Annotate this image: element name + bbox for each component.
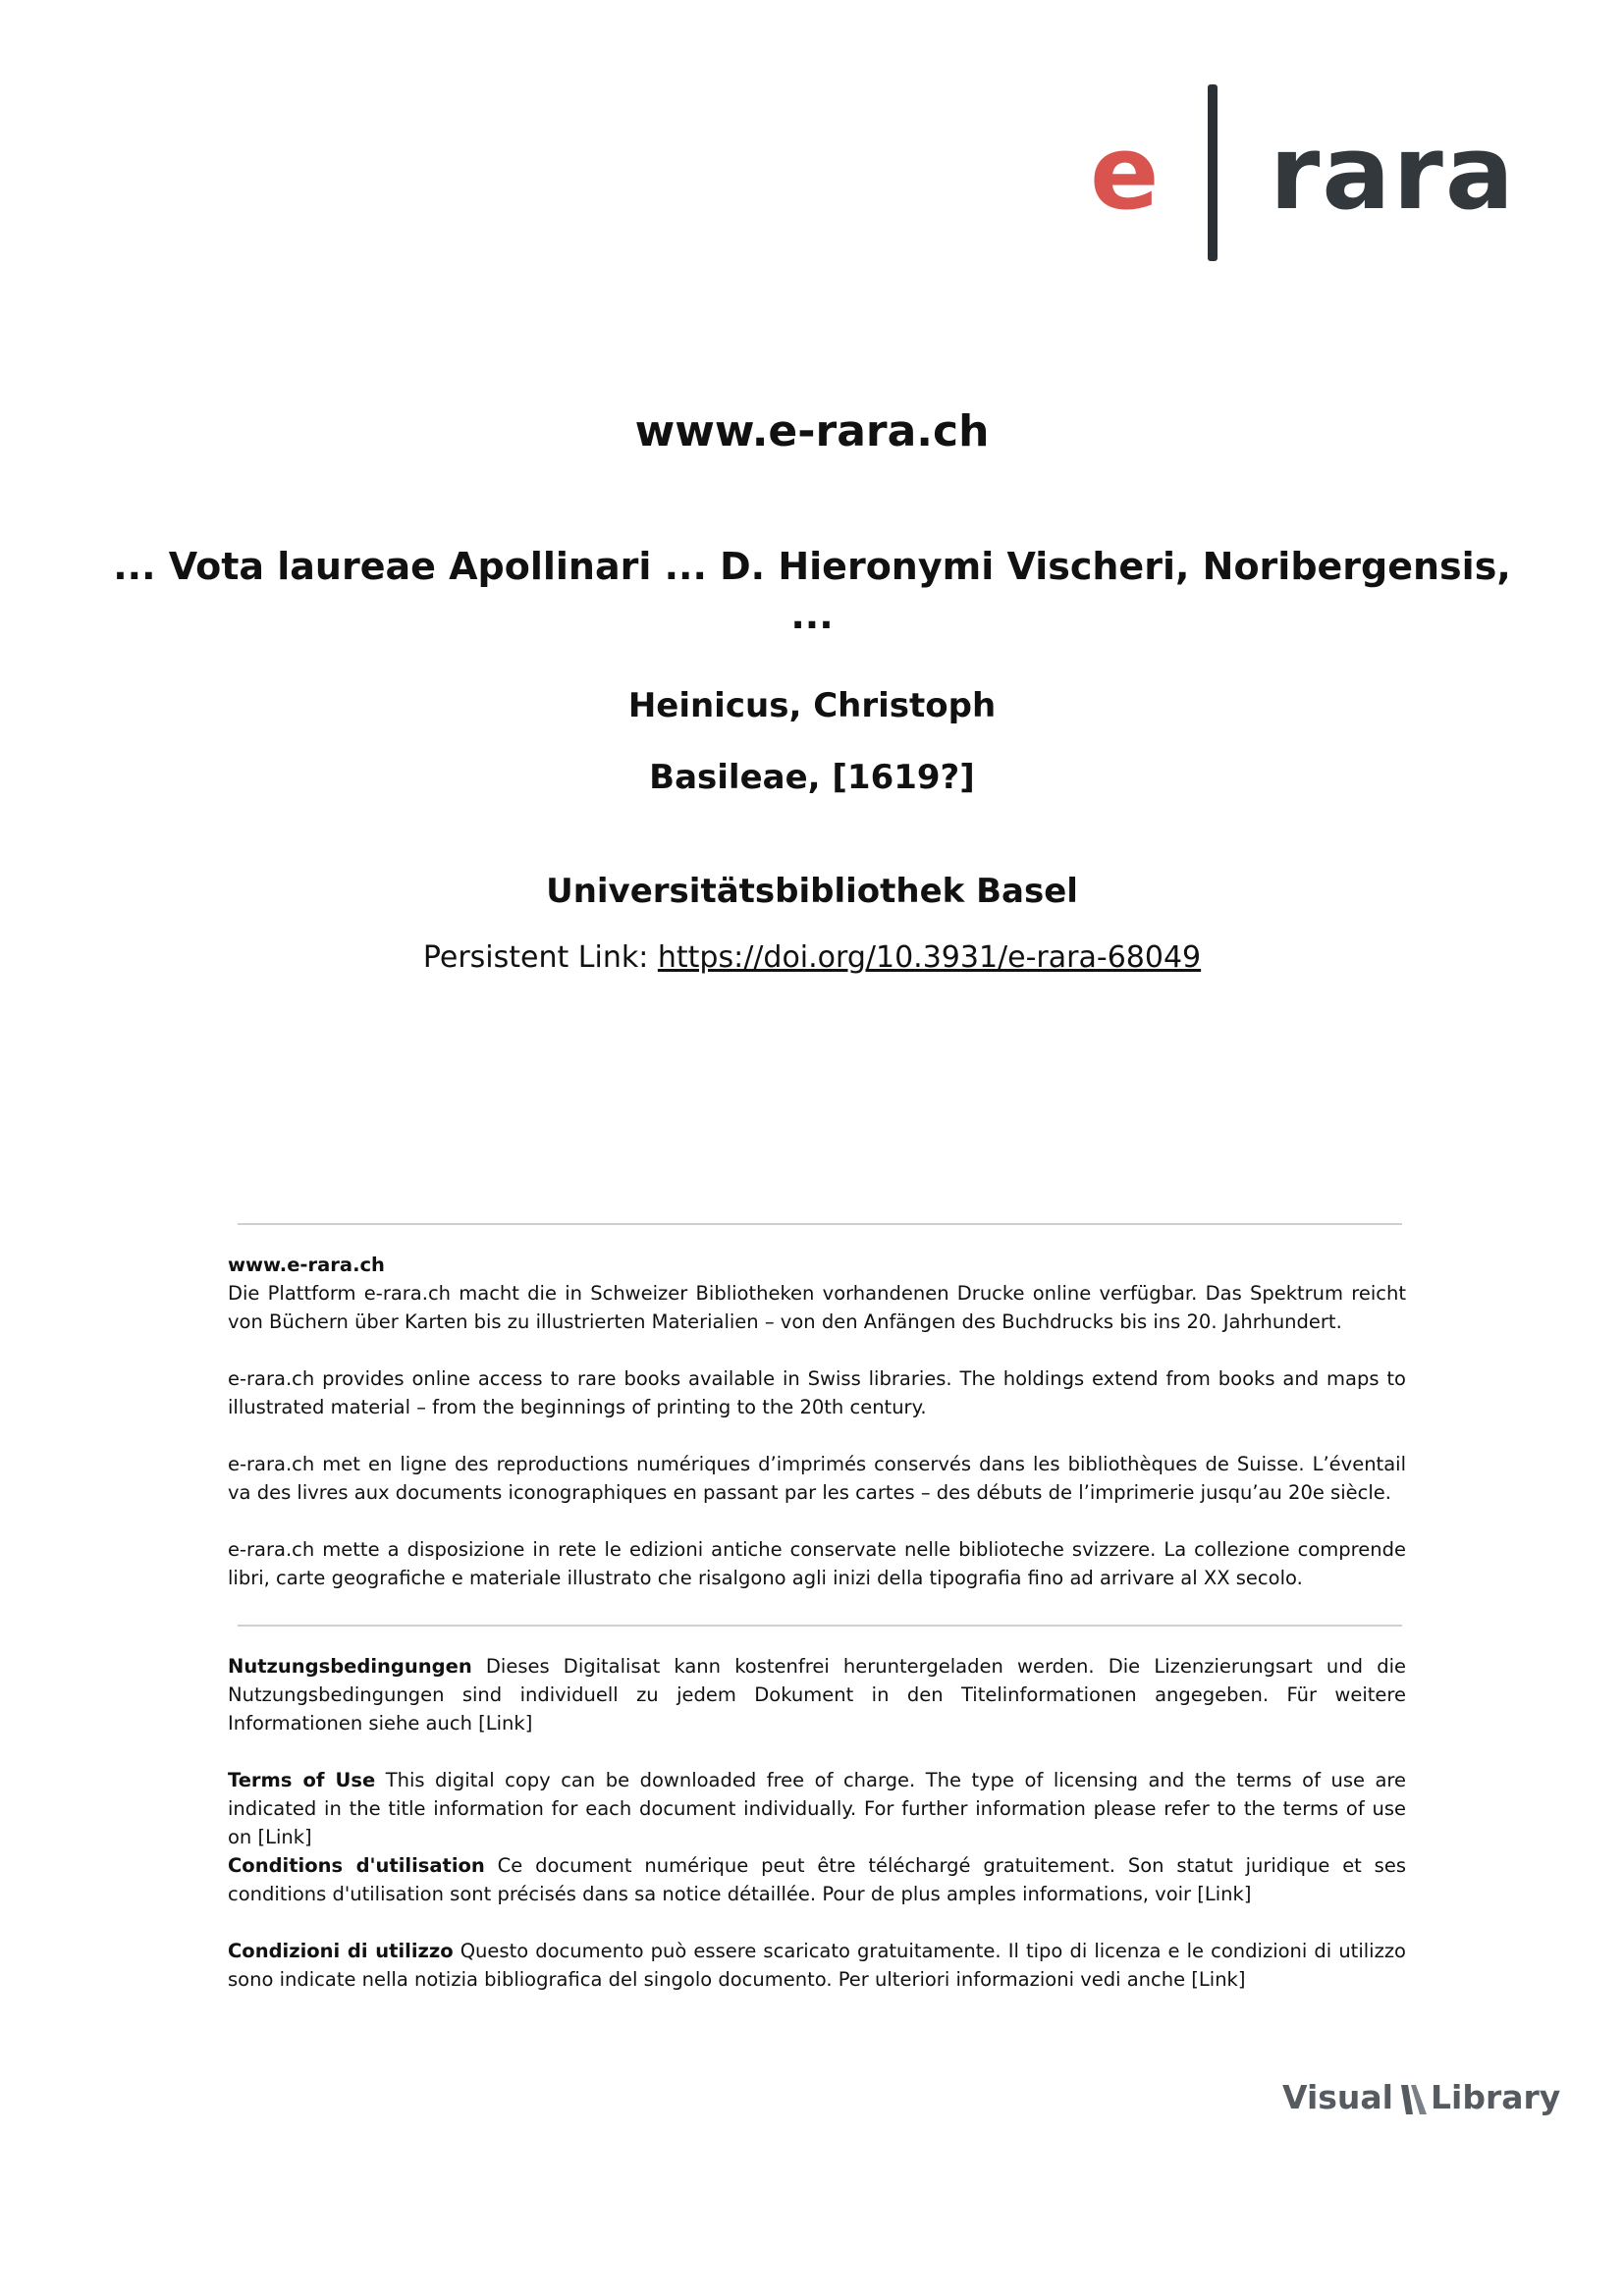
terms-en-label: Terms of Use bbox=[228, 1769, 376, 1791]
about-heading: www.e-rara.ch bbox=[228, 1254, 385, 1276]
about-text-fr: e-rara.ch met en ligne des reproductions numériques d’imprimés conservés dans les bibliothèques de Suisse. L’éventail va des livres aux documents iconographiques en passant par les cartes – des débuts de l’imprimerie jusqu’au 20e siècle. bbox=[228, 1453, 1406, 1504]
logo-divider bbox=[1208, 84, 1218, 261]
logo-rara-text: rara bbox=[1270, 113, 1516, 233]
about-text-de: Die Plattform e-rara.ch macht die in Schweizer Bibliotheken vorhandenen Drucke online verfügbar. Das Spektrum reicht von Büchern über Karten bis zu illustrierten Materialien – von den Anfängen des Buchdrucks bis ins 20. Jahrhundert. bbox=[228, 1282, 1406, 1333]
about-text-it: e-rara.ch mette a disposizione in rete le edizioni antiche conservate nelle biblioteche svizzere. La collezione comprende libri, carte geografiche e materiale illustrato che risalgono agli inizi della tipografia fino ad arrivare al XX secolo. bbox=[228, 1538, 1406, 1589]
terms-fr-label: Conditions d'utilisation bbox=[228, 1854, 485, 1877]
e-rara-logo bbox=[1090, 84, 1532, 261]
about-text-en: e-rara.ch provides online access to rare books available in Swiss libraries. The holdings extend from books and maps to illustrated material – from the beginnings of printing to the 20th century. bbox=[228, 1367, 1406, 1418]
author: Heinicus, Christoph bbox=[627, 686, 997, 725]
terms-it bbox=[228, 1937, 1406, 1994]
terms-de bbox=[228, 1652, 1406, 1737]
persistent-link-url[interactable]: https://doi.org/10.3931/e-rara-68049 bbox=[657, 940, 1202, 975]
terms-it-label: Condizioni di utilizzo bbox=[228, 1940, 454, 1962]
persistent-link-label: Persistent Link: bbox=[422, 940, 658, 975]
terms-de-label: Nutzungsbedingungen bbox=[228, 1655, 472, 1678]
imprint: Basileae, [1619?] bbox=[649, 758, 975, 797]
holding-library: Universitätsbibliothek Basel bbox=[546, 872, 1078, 911]
logo-e-letter: e bbox=[1090, 113, 1160, 233]
terms-en bbox=[228, 1766, 1406, 1851]
visual-library-mark-icon bbox=[1399, 2083, 1429, 2116]
terms-en-text: This digital copy can be downloaded free of charge. The type of licensing and the terms of use are indicated in the title information for each document individually. For further information please refer to the terms of use on [Link] bbox=[228, 1769, 1406, 1848]
terms-fr bbox=[228, 1851, 1406, 1908]
site-title: www.e-rara.ch bbox=[634, 406, 990, 456]
persistent-link bbox=[0, 937, 1624, 979]
terms-fr-text: Ce document numérique peut être téléchargé gratuitement. Son statut juridique et ses conditions d'utilisation sont précisés dans sa notice détaillée. Pour de plus amples informations, voir [Link] bbox=[228, 1854, 1406, 1905]
terms-de-text: Dieses Digitalisat kann kostenfrei heruntergeladen werden. Die Lizenzierungsart und die Nutzungsbedingungen sind individuell zu jedem Dokument in den Titelinformationen angegeben. Für weitere Informationen siehe auch [Link] bbox=[228, 1655, 1406, 1735]
terms-it-text: Questo documento può essere scaricato gratuitamente. Il tipo di licenza e le condizioni di utilizzo sono indicate nella notizia bibliografica del singolo documento. Per ulteriori informazioni vedi anche [Link] bbox=[228, 1940, 1406, 1991]
visual-library-word-visual: Visual bbox=[1282, 2078, 1393, 2116]
visual-library-logo bbox=[1282, 2076, 1561, 2119]
visual-library-word-library: Library bbox=[1431, 2078, 1561, 2116]
work-title: ... Vota laureae Apollinari ... D. Hieronymi Vischeri, Noribergensis, ... bbox=[113, 545, 1511, 637]
divider-bottom bbox=[238, 1625, 1402, 1627]
divider-top bbox=[238, 1223, 1402, 1225]
